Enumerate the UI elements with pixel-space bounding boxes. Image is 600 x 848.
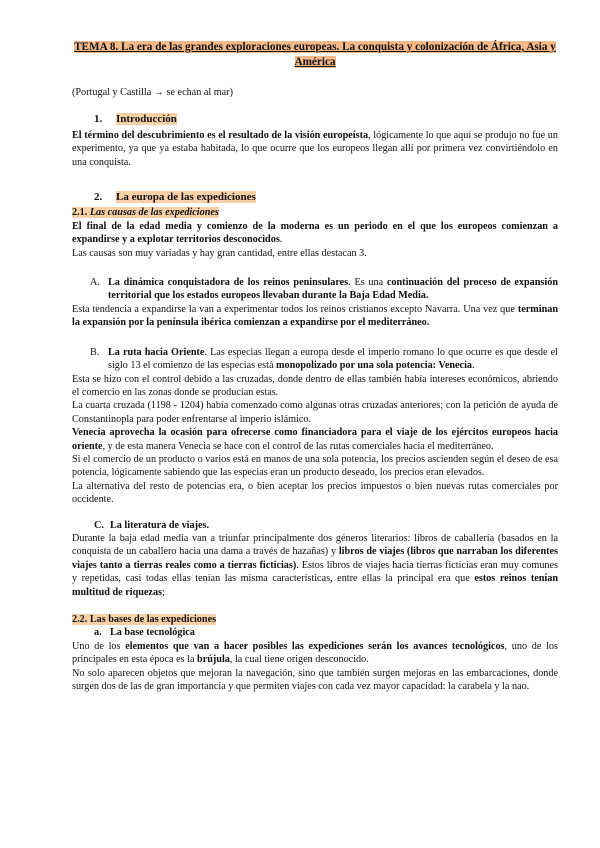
- section-1-heading: 1. Introducción: [94, 113, 177, 126]
- base-a-paragraph-1: Uno de los elementos que van a hacer posibles las expediciones serán los avances tecnológicos, uno de los principales en esta época es la brújula, la cual tiene origen desconocido.: [72, 640, 558, 666]
- base-a-heading: a. La base tecnológica: [94, 627, 195, 639]
- cause-c-heading: C. La literatura de viajes.: [94, 519, 210, 531]
- base-a-paragraph-2: No solo aparecen objetos que mejoran la navegación, sino que también surgen mejoras en las embarcaciones, donde surgen dos de las de gran importancia y que permiten viajes con cada vez mayor capacidad: la carabela y la nao.: [72, 667, 558, 693]
- cause-b: B. La ruta hacia Oriente. Las especias llegan a europa desde el imperio romano lo que ocurre es que desde el siglo 13 el comienzo de las especias está monopolizado por una sola potencia: Venecia.: [90, 346, 558, 372]
- cause-b-paragraph-3: Venecia aprovecha la ocasión para ofrecerse como financiadora para el viaje de los ejércitos europeos hacia oriente, y de esta manera Venecia se hace con el control de las rutas comerciales hacia el mediterráneo.: [72, 427, 558, 452]
- cause-c-paragraph: Durante la baja edad media van a triunfar principalmente dos géneros literarios: libros de caballería (basados en la conquista de un caballero hacia una dama a través de hazañas) y libros de viajes (libros que narraban los diferentes viajes tanto a tierras reales como a tierras ficticias). Estos libros de viajes hacia tierras ficticias eran muy comunes y repetidas, casi todas ellas tenían las misma características, entre ellas la principal era que estos reinos tenían multitud de riquezas;: [72, 532, 558, 598]
- document-page: [72, 40, 558, 693]
- intro-note: (Portugal y Castilla → se echan al mar): [72, 87, 233, 98]
- document-title: TEMA 8. La era de las grandes exploraciones europeas. La conquista y colonización de África, Asia y América: [74, 41, 556, 68]
- cause-b-paragraph-1: Esta se hizo con el control debido a las cruzadas, donde dentro de ellas también había intereses económicos, abriendo el comercio en las zonas donde se producían estas.: [72, 373, 558, 398]
- paragraph-final-edad-media: El final de la edad media y comienzo de la moderna es un periodo en el que los europeos comienzan a expandirse y a explotar territorios desconocidos.: [72, 220, 558, 246]
- section-2-heading: 2. La europa de las expediciones: [94, 191, 256, 204]
- cause-a: A. La dinámica conquistadora de los reinos peninsulares. Es una continuación del proceso de expansión territorial que los estados europeos llevaban durante la Baja Edad Media.: [90, 277, 558, 302]
- cause-b-paragraph-2: La cuarta cruzada (1198 - 1204) había comenzado como algunas otras cruzadas anteriores; con la petición de ayuda de Constantinopla para poder enfrentarse al imperio islámico.: [72, 400, 558, 425]
- subsection-2-2-heading: 2.2. Las bases de las expediciones: [72, 614, 217, 625]
- cause-a-paragraph: Esta tendencia a expandirse la van a experimentar todos los reinos cristianos excepto Navarra. Una vez que terminan la expansión por la península ibérica comienzan a expandirse por el mediterráneo.: [72, 303, 558, 329]
- cause-b-paragraph-4: Si el comercio de un producto o varios está en manos de una sola potencia, los precios ascienden según el deseo de esa potencia, lógicamente sabiendo que las especias eran un producto deseado, los precios eran elevados.: [72, 453, 558, 479]
- cause-b-paragraph-5: La alternativa del resto de potencias era, o bien aceptar los precios impuestos o bien nuevas rutas comerciales por occidente.: [72, 480, 558, 506]
- paragraph-causas: Las causas son muy variadas y hay gran cantidad, entre ellas destacan 3.: [72, 247, 367, 259]
- subsection-2-1-heading: 2.1. Las causas de las expediciones: [72, 207, 219, 219]
- section-1-paragraph: El término del descubrimiento es el resultado de la visión europeísta, lógicamente lo que aquí se produjo no fue un experimento, ya que ya estaba habitada, lo que ocurre que los europeos llegan allí por primera vez convirtiéndolo en una conquista.: [72, 129, 558, 168]
